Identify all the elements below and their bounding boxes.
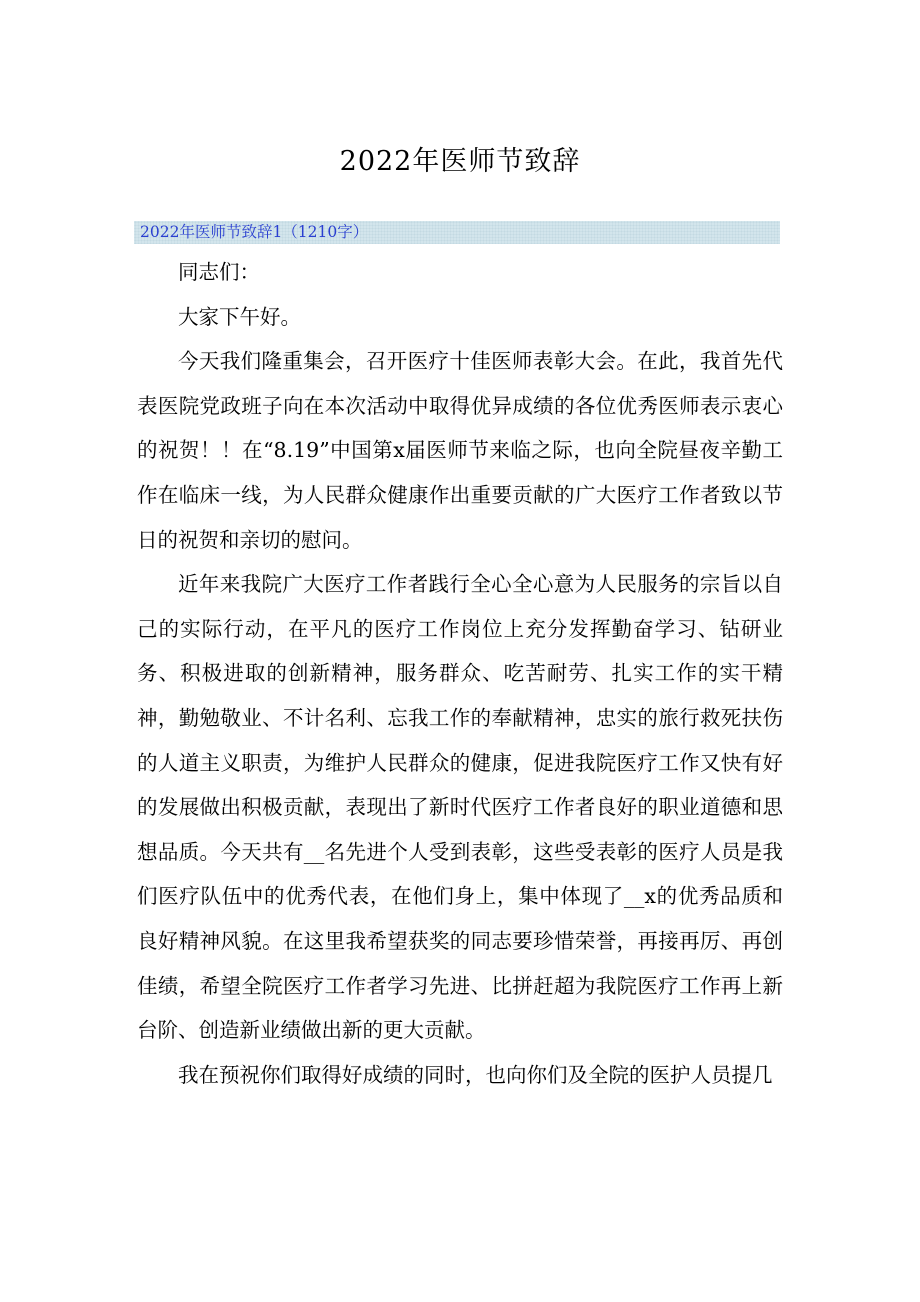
paragraph-greeting: 同志们： [178, 260, 260, 284]
paragraph-opening: 今天我们隆重集会，召开医疗十佳医师表彰大会。在此，我首先代表医院党政班子向在本次活动中取得优异成绩的各位优秀医师表示衷心的祝贺！！在“8.19”中国第x届医师节来临之际，也向全院昼夜辛勤工作在临床一线，为人民群众健康作出重要贡献的广大医疗工作者致以节日的祝贺和亲切的慰问。 [137, 349, 783, 552]
document-title: 2022年医师节致辞 [339, 146, 581, 177]
paragraph-closing-start: 我在预祝你们取得好成绩的同时，也向你们及全院的医护人员提几 [178, 1062, 773, 1087]
section-heading: 2022年医师节致辞1（1210字） [140, 223, 369, 241]
document-body [137, 250, 783, 1097]
paragraph-salutation: 大家下午好。 [178, 304, 301, 329]
paragraph-achievements: 近年来我院广大医疗工作者践行全心全心意为人民服务的宗旨以自己的实际行动，在平凡的医疗工作岗位上充分发挥勤奋学习、钻研业务、积极进取的创新精神，服务群众、吃苦耐劳、扎实工作的实干精神，勤勉敬业、不计名利、忘我工作的奉献精神，忠实的旅行救死扶伤的人道主义职责，为维护人民群众的健康，促进我院医疗工作又快有好的发展做出积极贡献，表现出了新时代医疗工作者良好的职业道德和思想品质。今天共有__名先进个人受到表彰，这些受表彰的医疗人员是我们医疗队伍中的优秀代表，在他们身上，集中体现了__x的优秀品质和良好精神风貌。在这里我希望获奖的同志要珍惜荣誉，再接再厉、再创佳绩，希望全院医疗工作者学习先进、比拼赶超为我院医疗工作再上新台阶、创造新业绩做出新的更大贡献。 [137, 572, 783, 1043]
